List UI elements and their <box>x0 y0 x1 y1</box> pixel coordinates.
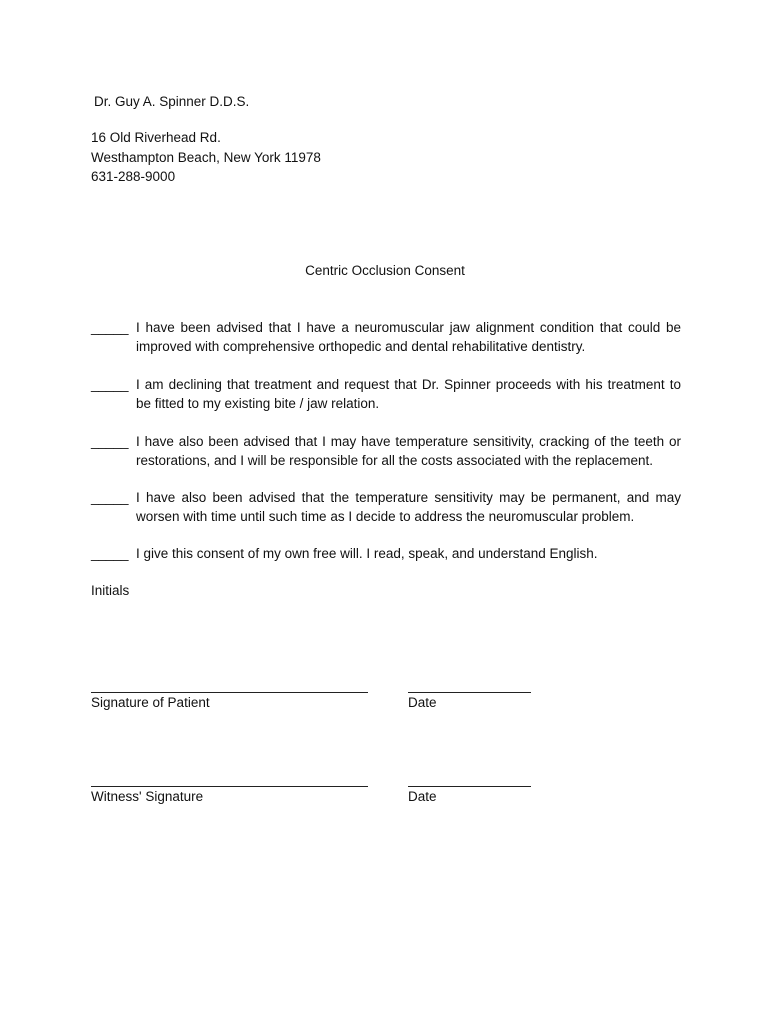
consent-text: I have also been advised that I may have temperature sensitivity, cracking of the teeth or restorations, and I will be responsible for all the costs associated with the replacement. <box>136 434 681 468</box>
witness-date-line[interactable] <box>408 786 531 787</box>
phone-number: 631-288-9000 <box>91 169 176 184</box>
address-line-1: 16 Old Riverhead Rd. <box>91 130 221 145</box>
witness-date-label: Date <box>408 789 437 804</box>
initial-blank[interactable]: _____ <box>91 546 129 561</box>
witness-signature-label: Witness' Signature <box>91 789 204 804</box>
patient-date-label: Date <box>408 695 437 710</box>
initial-blank[interactable]: _____ <box>91 434 129 449</box>
initial-blank[interactable]: _____ <box>91 490 129 505</box>
document-title: Centric Occlusion Consent <box>305 263 465 278</box>
address-line-2: Westhampton Beach, New York 11978 <box>91 150 321 165</box>
initial-blank[interactable]: _____ <box>91 320 129 335</box>
witness-signature-line[interactable] <box>91 786 368 787</box>
consent-text: I give this consent of my own free will. I read, speak, and understand English. <box>136 546 598 561</box>
initial-blank[interactable]: _____ <box>91 377 129 392</box>
initials-label: Initials <box>91 583 130 598</box>
patient-signature-label: Signature of Patient <box>91 695 210 710</box>
doctor-name: Dr. Guy A. Spinner D.D.S. <box>94 94 250 109</box>
patient-signature-line[interactable] <box>91 692 368 693</box>
consent-text: I have been advised that I have a neuromuscular jaw alignment condition that could be improved with comprehensive orthopedic and dental rehabilitative dentistry. <box>136 320 681 354</box>
patient-date-line[interactable] <box>408 692 531 693</box>
consent-text: I have also been advised that the temperature sensitivity may be permanent, and may worsen with time until such time as I decide to address the neuromuscular problem. <box>136 490 681 524</box>
consent-text: I am declining that treatment and request that Dr. Spinner proceeds with his treatment to be fitted to my existing bite / jaw relation. <box>136 377 681 411</box>
